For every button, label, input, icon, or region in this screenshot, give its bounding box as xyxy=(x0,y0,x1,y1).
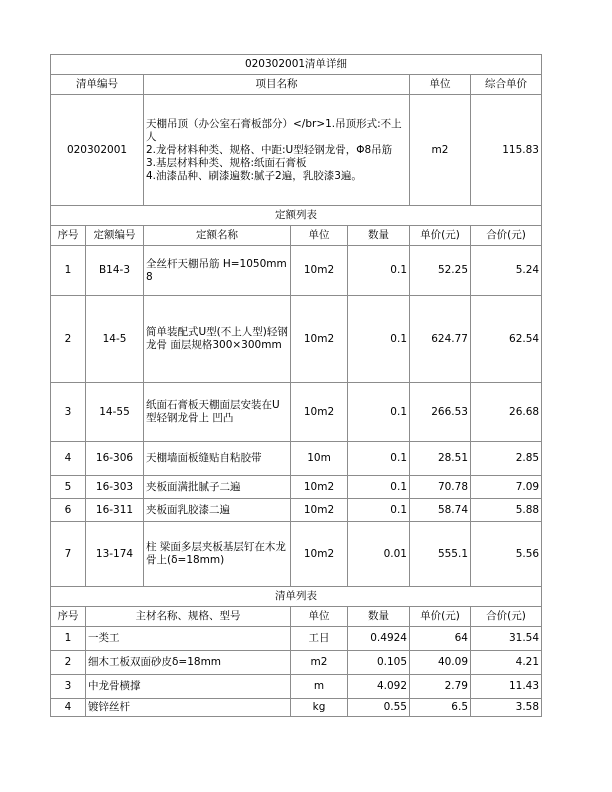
bill-code: 020302001 xyxy=(51,95,144,206)
row-total: 3.58 xyxy=(471,699,542,717)
row-name: 纸面石膏板天棚面层安装在U型轻钢龙骨上 凹凸 xyxy=(144,383,291,442)
table-row xyxy=(51,522,542,587)
row-qty: 0.105 xyxy=(348,651,410,675)
row-qty: 0.1 xyxy=(348,383,410,442)
row-unit: 10m2 xyxy=(291,246,348,296)
row-code: 14-5 xyxy=(86,296,144,383)
row-qty: 0.1 xyxy=(348,499,410,522)
row-unit: 10m2 xyxy=(291,383,348,442)
quota-table xyxy=(50,205,542,587)
row-no: 3 xyxy=(51,383,86,442)
row-qty: 0.01 xyxy=(348,522,410,587)
row-total: 4.21 xyxy=(471,651,542,675)
materials-header: 合价(元) xyxy=(471,607,542,627)
row-name: 全丝杆天棚吊筋 H=1050mm 8 xyxy=(144,246,291,296)
materials-header: 序号 xyxy=(51,607,86,627)
row-price: 28.51 xyxy=(410,442,471,476)
row-code: 13-174 xyxy=(86,522,144,587)
header-unit-price: 综合单价 xyxy=(471,75,542,95)
quota-header: 序号 xyxy=(51,226,86,246)
row-price: 6.5 xyxy=(410,699,471,717)
row-code: 14-55 xyxy=(86,383,144,442)
materials-header: 数量 xyxy=(348,607,410,627)
row-code: 16-311 xyxy=(86,499,144,522)
row-no: 1 xyxy=(51,246,86,296)
row-name: 镀锌丝杆 xyxy=(86,699,291,717)
row-code: B14-3 xyxy=(86,246,144,296)
table-row xyxy=(51,651,542,675)
header-bill-code: 清单编号 xyxy=(51,75,144,95)
row-unit: m2 xyxy=(291,651,348,675)
row-name: 中龙骨横撑 xyxy=(86,675,291,699)
row-price: 266.53 xyxy=(410,383,471,442)
row-unit: 10m2 xyxy=(291,499,348,522)
row-no: 3 xyxy=(51,675,86,699)
bill-summary-table xyxy=(50,54,542,206)
row-total: 5.88 xyxy=(471,499,542,522)
row-qty: 0.1 xyxy=(348,246,410,296)
row-total: 62.54 xyxy=(471,296,542,383)
description-line: 天棚吊顶（办公室石膏板部分）</br>1.吊顶形式:不上人 xyxy=(146,117,402,143)
row-total: 5.24 xyxy=(471,246,542,296)
row-no: 7 xyxy=(51,522,86,587)
row-code: 16-303 xyxy=(86,476,144,499)
quota-header: 单位 xyxy=(291,226,348,246)
row-unit: 10m2 xyxy=(291,476,348,499)
row-qty: 0.1 xyxy=(348,476,410,499)
row-code: 16-306 xyxy=(86,442,144,476)
row-name: 细木工板双面砂皮δ=18mm xyxy=(86,651,291,675)
row-unit: 10m xyxy=(291,442,348,476)
row-price: 555.1 xyxy=(410,522,471,587)
materials-header: 单位 xyxy=(291,607,348,627)
row-price: 624.77 xyxy=(410,296,471,383)
quota-header: 定额编号 xyxy=(86,226,144,246)
row-total: 31.54 xyxy=(471,627,542,651)
description-line: 4.油漆品种、刷漆遍数:腻子2遍，乳胶漆3遍。 xyxy=(146,169,362,182)
materials-header: 单价(元) xyxy=(410,607,471,627)
row-price: 2.79 xyxy=(410,675,471,699)
row-price: 40.09 xyxy=(410,651,471,675)
row-unit: 工日 xyxy=(291,627,348,651)
table-row xyxy=(51,442,542,476)
table-row xyxy=(51,699,542,717)
row-name: 天棚墙面板缝贴自粘胶带 xyxy=(144,442,291,476)
quota-header: 单价(元) xyxy=(410,226,471,246)
materials-table xyxy=(50,586,542,717)
row-no: 2 xyxy=(51,651,86,675)
table-row xyxy=(51,476,542,499)
table-row xyxy=(51,627,542,651)
row-no: 2 xyxy=(51,296,86,383)
row-total: 2.85 xyxy=(471,442,542,476)
row-price: 70.78 xyxy=(410,476,471,499)
description-line: 3.基层材料种类、规格:纸面石膏板 xyxy=(146,156,307,169)
row-unit: kg xyxy=(291,699,348,717)
bill-unit: m2 xyxy=(410,95,471,206)
bill-description xyxy=(144,95,410,206)
quota-header: 定额名称 xyxy=(144,226,291,246)
table-row xyxy=(51,383,542,442)
row-no: 6 xyxy=(51,499,86,522)
table-row xyxy=(51,296,542,383)
row-name: 夹板面乳胶漆二遍 xyxy=(144,499,291,522)
row-price: 58.74 xyxy=(410,499,471,522)
row-price: 64 xyxy=(410,627,471,651)
table-row xyxy=(51,499,542,522)
row-name: 简单装配式U型(不上人型)轻钢龙骨 面层规格300×300mm xyxy=(144,296,291,383)
row-qty: 4.092 xyxy=(348,675,410,699)
row-no: 5 xyxy=(51,476,86,499)
bill-price: 115.83 xyxy=(471,95,542,206)
quota-header: 合价(元) xyxy=(471,226,542,246)
materials-section-title: 清单列表 xyxy=(51,587,542,607)
row-qty: 0.55 xyxy=(348,699,410,717)
row-price: 52.25 xyxy=(410,246,471,296)
header-unit: 单位 xyxy=(410,75,471,95)
row-total: 26.68 xyxy=(471,383,542,442)
header-item-name: 项目名称 xyxy=(144,75,410,95)
materials-header: 主材名称、规格、型号 xyxy=(86,607,291,627)
row-qty: 0.1 xyxy=(348,442,410,476)
row-unit: 10m2 xyxy=(291,296,348,383)
bill-title: 020302001清单详细 xyxy=(51,55,542,75)
quota-header: 数量 xyxy=(348,226,410,246)
description-line: 2.龙骨材料种类、规格、中距:U型轻钢龙骨，Φ8吊筋 xyxy=(146,143,393,156)
row-unit: 10m2 xyxy=(291,522,348,587)
row-qty: 0.1 xyxy=(348,296,410,383)
row-total: 7.09 xyxy=(471,476,542,499)
row-no: 4 xyxy=(51,442,86,476)
row-unit: m xyxy=(291,675,348,699)
row-name: 柱 梁面多层夹板基层钉在木龙骨上(δ=18mm) xyxy=(144,522,291,587)
row-total: 5.56 xyxy=(471,522,542,587)
row-qty: 0.4924 xyxy=(348,627,410,651)
row-name: 夹板面满批腻子二遍 xyxy=(144,476,291,499)
quota-section-title: 定额列表 xyxy=(51,206,542,226)
table-row xyxy=(51,246,542,296)
table-row xyxy=(51,675,542,699)
row-total: 11.43 xyxy=(471,675,542,699)
row-name: 一类工 xyxy=(86,627,291,651)
row-no: 4 xyxy=(51,699,86,717)
row-no: 1 xyxy=(51,627,86,651)
